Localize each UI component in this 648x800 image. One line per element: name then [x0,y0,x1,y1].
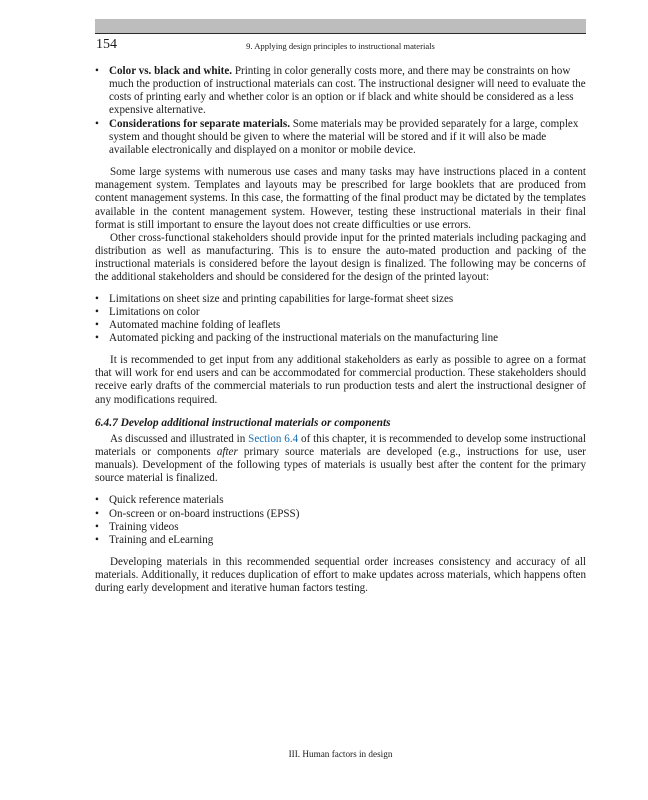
bullet-text: Automated machine folding of leaflets [109,318,281,331]
bullet-marker: • [95,318,99,331]
bullet-text: Limitations on color [109,305,200,318]
bullet-marker: • [95,305,99,318]
body-text [95,65,586,595]
paragraph [95,433,586,486]
paragraph: It is recommended to get input from any additional stakeholders as early as possible to agree on a format that will work for end users and can be accommodated for commercial production. These stakeholders should receive early drafts of the commercial materials to run production tests and alert the instructional designer of any modifications required. [95,354,586,406]
bullet-text: Limitations on sheet size and printing capabilities for large-format sheet sizes [109,292,454,305]
paragraph: Developing materials in this recommended sequential order increases consistency and accuracy of all materials. Additionally, it reduces duplication of effort to make updates across materials, which happens often during early development and iterative human factors testing. [95,556,586,595]
list-item [95,65,586,118]
bullet-list-bottom [95,494,586,547]
list-item [95,118,586,157]
bullet-marker: • [95,65,99,77]
bullet-marker: • [95,331,99,344]
bullet-text: Printing in color generally costs more, and there may be constraints on how much the production of instructional materials can cost. The instructional designer will need to evaluate the costs of printing early and whether color is an option or if black and white should be considered as a less expensive alternative. [109,65,586,117]
section-link[interactable]: Section 6.4 [248,432,299,445]
page-footer: III. Human factors in design [288,749,393,759]
section-heading: 6.4.7 Develop additional instructional materials or components [95,416,391,429]
list-item [95,534,586,547]
bullet-marker: • [95,494,99,507]
list-item [95,508,586,521]
bullet-marker: • [95,520,99,533]
bullet-text: Training videos [109,520,179,533]
bullet-text: Automated picking and packing of the instructional materials on the manufacturing line [109,331,499,344]
bullet-marker: • [95,507,99,520]
list-item [95,332,586,345]
bullet-list-middle [95,293,586,346]
bullet-text: Training and eLearning [109,533,214,546]
list-item [95,521,586,534]
bullet-term: Considerations for separate materials. [109,117,290,130]
bullet-text: Some materials may be provided separately for a large, complex system and thought should be given to where the material will be stored and if it will also be made available electronically and displayed on a monitor or mobile device. [109,117,579,156]
list-item [95,306,586,319]
bullet-term: Color vs. black and white. [109,65,233,77]
running-head: 9. Applying design principles to instructional materials [246,41,435,51]
emphasis-text: after [216,445,238,458]
header-rule [95,33,586,34]
bullet-text: On-screen or on-board instructions (EPSS) [109,507,300,520]
bullet-marker: • [95,533,99,546]
page-number: 154 [96,37,117,52]
bullet-marker: • [95,117,99,130]
header-bar [95,19,586,33]
list-item [95,293,586,306]
list-item [95,494,586,507]
text-run: of this chapter, it is recommended to develop some instructional materials or components [95,432,587,458]
list-item [95,319,586,332]
bullet-list-top [95,65,586,157]
paragraph: Other cross-functional stakeholders should provide input for the printed materials including packaging and distribution as well as manufacturing. This is to ensure the auto-mated production and packing of the instructional materials is considered before the layout design is finalized. The following may be concerns of the additional stakeholders and should be considered for the design of the printed layout: [95,231,586,284]
bullet-text: Quick reference materials [109,494,224,507]
paragraph: Some large systems with numerous use cases and many tasks may have instructions placed in a content management system. Templates and layouts may be prescribed for large booklets that are produced from content management systems. In this case, the formatting of the final product may be dictated by the templates available in the content management system. However, testing these instructional materials in their final format is still important to ensure the layout does not create difficulties or use errors. [95,166,586,231]
text-run: primary source materials are developed (e.g., instructions for use, user manuals). Development of the following types of materials is usually best after the content for the primary source material is finalized. [95,445,586,485]
bullet-marker: • [95,292,99,305]
text-run: As discussed and illustrated in [110,432,249,445]
